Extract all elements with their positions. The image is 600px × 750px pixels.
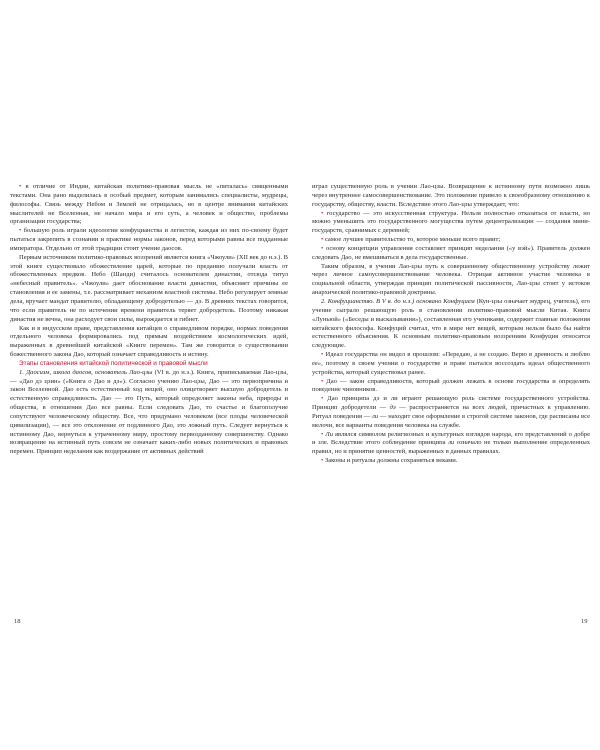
bullet-item: • самое лучшее правительство то, которое меньше всего правит; (321, 236, 501, 244)
bullet-icon: • (321, 457, 324, 465)
paragraph: Таким образом, в учении Лао-цзы путь к совершенному общественному устройству лежит через личное самоусовершенствование человека. Отрицая активное участие человека в социальной области, утверждая принцип политической пассивности, Лао-цзы стоит у истоков анархической политико-правовой доктрины. (312, 262, 590, 297)
page-number-right: 19 (581, 618, 588, 625)
bullet-icon: • (321, 244, 324, 252)
bullet-icon: • (321, 209, 324, 217)
bullet-item: • основу концепции управления составляет принцип неделания («у вэй»). Правитель должен следовать Дао, не вмешиваться в дела государственные. (312, 244, 590, 261)
paragraph: 2. Конфуцианство. В V в. до н.э.) основано Конфуцием (Кун-цзы означает мудрец, учитель), его учение сыграло решающую роль в становлении политико-правовой мысли Китая. Книга «Луньюй» («Беседы и высказывания»), составленная его учениками, содержит главные положения китайского философа. Конфуций считал, что в мире нет вещей, которым нельзя было бы найти естественного объяснения. К основным политико-правовым воззрениям Конфуция относятся следующие. (312, 297, 591, 350)
bullet-icon: • (321, 430, 324, 438)
bullet-icon: • (321, 236, 324, 244)
paragraph: 1. Даосизм, школа даосов, основатель Лао-цзы (VI в. до н.э.). Книга, приписываемая Лао-цзы, — «Дао дэ цзин» («Книга о Дао и дэ»). Согласно учению Лао-цзы, Дао — это первопричина и закон Вселенной. Дао есть естественный ход вещей, оно олицетворяет высшую добродетель и естественную справедливость. Дао — это Путь, который определяет законы неба, природы и общества, в отношении Дао все равны. Если следовать Дао, то счастье и благополучие сопутствуют человеческому обществу. Все, что придумано человеком (все плоды человеческой цивилизации), — все это отклонение от подлинного Дао, это ложный путь. Следует вернуться к истинному Дао, вернуться к утраченному миру, простому первозданному совершенству. Однако возвращение на истинный путь совсем не означает каких-либо новых политических и правовых перемен. Принцип неделания как воздержание от активных действий (10, 368, 288, 456)
bullet-icon: • (321, 395, 324, 403)
bullet-item: • Дао принципа дэ и ли играют решающую роль системе государственного устройства. Принцип добродетели — дэ — распространяется на всех людей, причастных к управлению. Ритуал поведения — ли — находит свое оформление в строгой системе законов, где расписаны все мелочи, все варианты поведения человека на службе. (312, 395, 590, 429)
paragraph-lead: 2. Конфуцианство. В V в. до н.э.) основано Конфуцием (321, 297, 475, 305)
bullet-item: • Дао — закон справедливости, который должен лежать в основе государства и определять поведение чиновников. (312, 377, 590, 394)
paragraph: • в отличие от Индии, китайская политико-правовая мысль не «питалась» священными текстами. Она рано выделилась в особый предмет, которым занимались специалисты, мудрецы, философы. Связь между Небом и Землей не отрицалась, но в центре внимания китайских мыслителей не Вселенная, не начало мира и его суть, а человек и общество, проблемы организации государства; (10, 183, 288, 226)
bullet-icon: • (19, 183, 22, 190)
left-page (10, 183, 288, 457)
bullet-icon: • (321, 377, 324, 385)
bullet-item: • Идеал государства он видел в прошлом: «Передаю, а не создаю. Верю в древность и люблю ее», поэтому в своем учении о государстве и праве пытался воссоздать идеал общественного устройства, который существовал ранее. (312, 351, 590, 376)
bullet-item: • государство — это искусственная структура. Нельзя полностью отказаться от власти, но можно уменьшить это государственного могущества путем децентрализации — создания мини-государств, сравнимых с деревней; (312, 209, 590, 235)
paragraph-lead: 1. Даосизм, школа даосов, основатель Лао-цзы (19, 368, 153, 376)
section-heading: Этапы становления китайской политической и правовой мысли (19, 359, 208, 367)
paragraph: • большую роль играли идеологии конфуцианства и легистов, каждая из них по-своему будет пытаться закрепить в сознании и практике нормы законов, перед которыми равны все подданные императора. Отдельно от этой традиции стоит учение даосов. (10, 227, 288, 252)
paragraph: играл существенную роль в учении Лао-цзы. Возвращение к истинному пути возможно лишь через внутреннее самосовершенствование. Это положение привело к своеобразному отношению к государству, обществу, власти. Вследствие этого Лао-цзы утверждает, что: (312, 183, 590, 208)
bullet-item: • Ли являлся символом религиозных и культурных взглядов народа, его представлений о добре и зле. Вследствие этого соблюдение принципа ли означало не только выполнение определенных правил, но и принятие ценностей, выраженных в данных правилах. (312, 430, 590, 456)
page-number-left: 18 (14, 618, 21, 625)
bullet-item: • Законы и ритуалы должны сохраняться веками. (321, 457, 458, 465)
paragraph: Первым источником политико-правовых воззрений является книга «Чжоули» (XII век до н.э.). В этой книге существовало обожествление царей, которые по преданию получали власть от обожествленных предков. Небо (Шанди) считалось основателем династии, отсюда титул «небесный правитель». «Чжоули» дает обоснование власти династии, объясняет причины ее становления и ее замены, т.е. рассматривает механизм властной системы. Небо регулирует земные дела, вручает мандат правителю, обладающему добродетелью — дэ. В древних текстах говорится, что если правитель не по истечении времени правитель теряет добродетель. Поэтому никакая династия не вечна, она расходует свои силы, вырождается и гибнет. (10, 253, 288, 323)
right-page (312, 183, 590, 466)
paragraph: Как и в индусском праве, представления китайцев о справедливом порядке, нормах поведения отдельного человека формировались под прямым воздействием космологических идей, выраженных в древнейшей китайской «Книге перемен». Там же говорится о существовании божественного закона Дао, который означает справедливость и истину. (10, 324, 288, 359)
bullet-icon: • (19, 227, 22, 235)
bullet-icon: • (321, 351, 324, 359)
